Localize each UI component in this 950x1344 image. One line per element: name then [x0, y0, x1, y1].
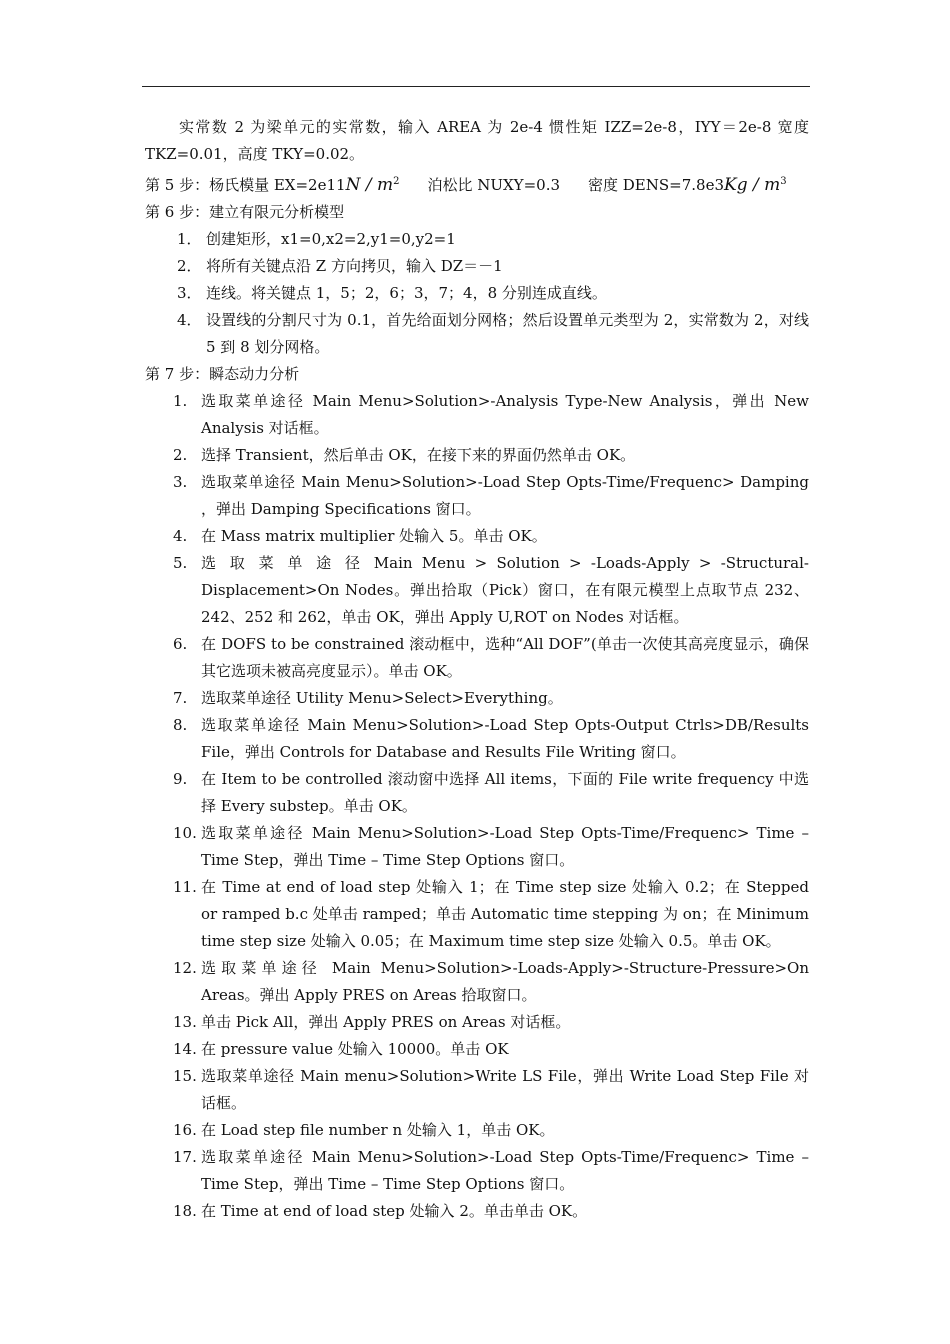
list-item: 13. 单击 Pick All，弹出 Apply PRES on Areas 对话框。	[173, 1013, 571, 1031]
poisson-text: 泊松比 NUXY=0.3	[427, 176, 561, 194]
list-item: 4． 设置线的分割尺寸为 0.1，首先给面划分网格；然后设置单元类型为 2，实常数为 2，对线 5 到 8 划分网格。	[177, 311, 809, 356]
unit-kg-per-m-exp: 3	[780, 176, 787, 187]
list-item: 3． 连线。将关键点 1，5；2，6；3，7；4，8 分别连成直线。	[177, 284, 607, 302]
list-item: 6. 在 DOFS to be constrained 滚动框中，选种“All DOF”(单击一次使其高亮度显示，确保其它选项未被高亮度显示）。单击 OK。	[173, 635, 809, 680]
list-item: 16. 在 Load step file number n 处输入 1，单击 OK。	[173, 1121, 555, 1139]
list-item: 7. 选取菜单途径 Utility Menu>Select>Everything。	[173, 689, 563, 707]
list-item: 11. 在 Time at end of load step 处输入 1；在 Time step size 处输入 0.2；在 Stepped or ramped b.c 处单击 ramped；单击 Automatic time stepping 为 on；在 Minimum time step size 处输入 0.05；在 Maximum time step size 处输入 0.5。单击 OK。	[173, 878, 809, 950]
list-item: 1. 选取菜单途径 Main Menu>Solution>-Analysis Type-New Analysis，弹出 New Analysis 对话框。	[173, 392, 809, 437]
list-item: 2． 将所有关键点沿 Z 方向拷贝，输入 DZ＝－1	[177, 257, 503, 275]
page-content	[145, 114, 809, 1225]
list-item: 5. 选 取 菜 单 途 径 Main Menu > Solution > -Loads-Apply > -Structural-Displacement>On Nodes。弹出拾取（Pick）窗口，在有限元模型上点取节点 232、242、252 和 262，单击 OK，弹出 Apply U,ROT on Nodes 对话框。	[173, 554, 809, 626]
density-text: 密度 DENS=7.8e3	[588, 176, 725, 194]
list-item: 15. 选取菜单途径 Main menu>Solution>Write LS File，弹出 Write Load Step File 对话框。	[173, 1067, 809, 1112]
list-item: 2. 选择 Transient，然后单击 OK，在接下来的界面仍然单击 OK。	[173, 446, 636, 464]
header-rule	[142, 86, 810, 87]
step6-list	[145, 226, 809, 361]
list-item: 17. 选取菜单途径 Main Menu>Solution>-Load Step Opts-Time/Frequenc> Time – Time Step，弹出 Time – Time Step Options 窗口。	[173, 1148, 809, 1193]
list-item: 18. 在 Time at end of load step 处输入 2。单击单击 OK。	[173, 1202, 588, 1220]
unit-n-per-m: N / m	[345, 175, 394, 195]
step5-lead: 第 5 步：杨氏模量 EX=2e11	[145, 176, 346, 194]
list-item: 4. 在 Mass matrix multiplier 处输入 5。单击 OK。	[173, 527, 547, 545]
list-item: 1． 创建矩形，x1=0,x2=2,y1=0,y2=1	[177, 230, 456, 248]
list-item: 10. 选取菜单途径 Main Menu>Solution>-Load Step Opts-Time/Frequenc> Time – Time Step，弹出 Time – Time Step Options 窗口。	[173, 824, 809, 869]
list-item: 12. 选取菜单途径 Main Menu>Solution>-Loads-Apply>-Structure-Pressure>On Areas。弹出 Apply PRES on Areas 拾取窗口。	[173, 959, 809, 1004]
step7-heading: 第 7 步：瞬态动力分析	[145, 365, 300, 383]
step5-line	[145, 168, 809, 199]
list-item: 8. 选取菜单途径 Main Menu>Solution>-Load Step Opts-Output Ctrls>DB/Results File，弹出 Controls for Database and Results File Writing 窗口。	[173, 716, 809, 761]
step6-heading: 第 6 步：建立有限元分析模型	[145, 203, 345, 221]
unit-n-per-m-exp: 2	[393, 176, 400, 187]
unit-kg-per-m: Kg / m	[724, 175, 781, 195]
list-item: 9. 在 Item to be controlled 滚动窗中选择 All items，下面的 File write frequency 中选择 Every substep。单击 OK。	[173, 770, 809, 815]
intro-paragraph: 实常数 2 为梁单元的实常数，输入 AREA 为 2e-4 惯性矩 IZZ=2e-8，IYY＝2e-8 宽度 TKZ=0.01，高度 TKY=0.02。	[145, 118, 809, 163]
list-item: 3. 选取菜单途径 Main Menu>Solution>-Load Step Opts-Time/Frequenc> Damping ，弹出 Damping Specifications 窗口。	[173, 473, 809, 518]
step7-list	[145, 388, 809, 1225]
list-item: 14. 在 pressure value 处输入 10000。单击 OK	[173, 1040, 509, 1058]
